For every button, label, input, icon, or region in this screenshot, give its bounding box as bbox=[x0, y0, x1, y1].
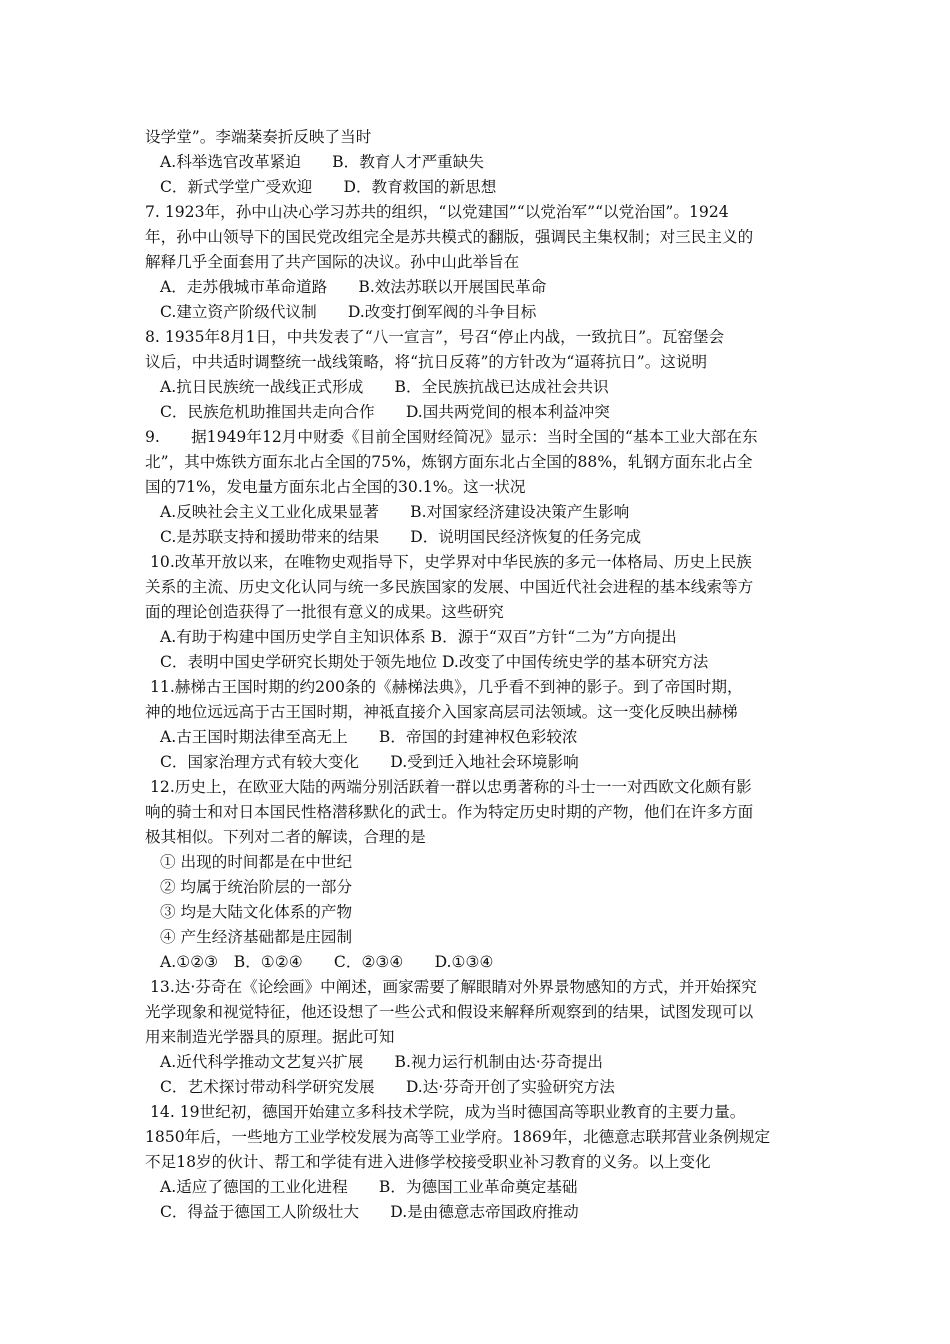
option-line: C．得益于德国工人阶级壮大 D.是由德意志帝国政府推动 bbox=[160, 1203, 579, 1221]
option-line: C．表明中国史学研究长期处于领先地位 D.改变了中国传统史学的基本研究方法 bbox=[160, 653, 709, 671]
question-11: 11.赫梯古王国时期的约200条的《赫梯法典》，几乎看不到神的影子。到了帝国时期， bbox=[150, 678, 743, 696]
text-line: 不足18岁的伙计、帮工和学徒有进入进修学校接受职业补习教育的义务。以上变化 bbox=[145, 1153, 711, 1171]
option-line: C.建立资产阶级代议制 D.改变打倒军阀的斗争目标 bbox=[160, 303, 537, 321]
text-line: 年，孙中山领导下的国民党改组完全是苏共模式的翻版，强调民主集权制；对三民主义的 bbox=[145, 228, 754, 246]
question-10: 10.改革开放以来，在唯物史观指导下，史学界对中华民族的多元一体格局、历史上民族 bbox=[150, 553, 752, 571]
text-line: 关系的主流、历史文化认同与统一多民族国家的发展、中国近代社会进程的基本线索等方 bbox=[145, 578, 754, 596]
statement-line: ① 出现的时间都是在中世纪 bbox=[160, 853, 353, 871]
option-line: C．艺术探讨带动科学研究发展 D.达·芬奇开创了实验研究方法 bbox=[160, 1078, 615, 1096]
option-line: A.有助于构建中国历史学自主知识体系 B．源于“双百”方针“二为”方向提出 bbox=[160, 628, 677, 646]
option-line: C．新式学堂广受欢迎 D．教育救国的新思想 bbox=[160, 178, 497, 196]
statement-line: ④ 产生经济基础都是庄园制 bbox=[160, 928, 353, 946]
option-line: A.科举选官改革紧迫 B．教育人才严重缺失 bbox=[160, 153, 484, 171]
text-line: 解释几乎全面套用了共产国际的决议。孙中山此举旨在 bbox=[145, 253, 520, 271]
question-13: 13.达·芬奇在《论绘画》中阐述，画家需要了解眼睛对外界景物感知的方式，并开始探究 bbox=[150, 978, 757, 996]
option-line: C．国家治理方式有较大变化 D.受到迁入地社会环境影响 bbox=[160, 753, 579, 771]
statement-line: ③ 均是大陆文化体系的产物 bbox=[160, 903, 353, 921]
text-line: 1850年后，一些地方工业学校发展为高等工业学府。1869年，北德意志联邦营业条例规定 bbox=[145, 1128, 771, 1146]
question-9: 9. 据1949年12月中财委《目前全国财经简况》显示：当时全国的“基本工业大部在东 bbox=[145, 428, 758, 446]
question-14: 14. 19世纪初，德国开始建立多科技术学院，成为当时德国高等职业教育的主要力量。 bbox=[150, 1103, 746, 1121]
text-line: 光学现象和视觉特征，他还设想了一些公式和假设来解释所观察到的结果，试图发现可以 bbox=[145, 1003, 754, 1021]
option-line: A.近代科学推动文艺复兴扩展 B.视力运行机制由达·芬奇提出 bbox=[160, 1053, 604, 1071]
question-12: 12.历史上，在欧亚大陆的两端分别活跃着一群以忠勇著称的斗士一一对西欧文化颇有影 bbox=[150, 778, 752, 796]
text-line: 响的骑士和对日本国民性格潜移默化的武士。作为特定历史时期的产物，他们在许多方面 bbox=[145, 803, 754, 821]
option-line: C.是苏联支持和援助带来的结果 D．说明国民经济恢复的任务完成 bbox=[160, 528, 642, 546]
text-line: 神的地位远远高于古王国时期，神祗直接介入国家高层司法领域。这一变化反映出赫梯 bbox=[145, 703, 738, 721]
option-line: A.古王国时期法律至高无上 B．帝国的封建神权色彩较浓 bbox=[160, 728, 578, 746]
text-line: 面的理论创造获得了一批很有意义的成果。这些研究 bbox=[145, 603, 504, 621]
option-line: A.适应了德国的工业化进程 B．为德国工业革命奠定基础 bbox=[160, 1178, 578, 1196]
question-8: 8. 1935年8月1日，中共发表了“八一宣言”，号召“停止内战，一致抗日”。瓦窑堡会 bbox=[145, 328, 725, 346]
question-7: 7. 1923年，孙中山决心学习苏共的组织，“以党建国”“以党治军”“以党治国”。1924 bbox=[145, 203, 729, 221]
text-line: 用来制造光学器具的原理。据此可知 bbox=[145, 1028, 395, 1046]
text-line: 国的71%，发电量方面东北占全国的30.1%。这一状况 bbox=[145, 478, 526, 496]
option-line: C．民族危机助推国共走向合作 D.国共两党间的根本利益冲突 bbox=[160, 403, 610, 421]
statement-line: ② 均属于统治阶层的一部分 bbox=[160, 878, 353, 896]
text-line: 议后，中共适时调整统一战线策略，将“抗日反蒋”的方针改为“逼蒋抗日”。这说明 bbox=[145, 353, 708, 371]
option-line: A．走苏俄城市革命道路 B.效法苏联以开展国民革命 bbox=[160, 278, 547, 296]
text-line: 设学堂”。李端棻奏折反映了当时 bbox=[145, 128, 372, 146]
option-line: A.反映社会主义工业化成果显著 B.对国家经济建设决策产生影响 bbox=[160, 503, 630, 521]
text-line: 极其相似。下列对二者的解读，合理的是 bbox=[145, 828, 426, 846]
option-line: A.抗日民族统一战线正式形成 B．全民族抗战已达成社会共识 bbox=[160, 378, 609, 396]
option-line: A.①②③ B．①②④ C．②③④ D.①③④ bbox=[160, 953, 494, 971]
text-line: 北”，其中炼铁方面东北占全国的75%，炼钢方面东北占全国的88%，轧钢方面东北占全 bbox=[145, 453, 753, 471]
